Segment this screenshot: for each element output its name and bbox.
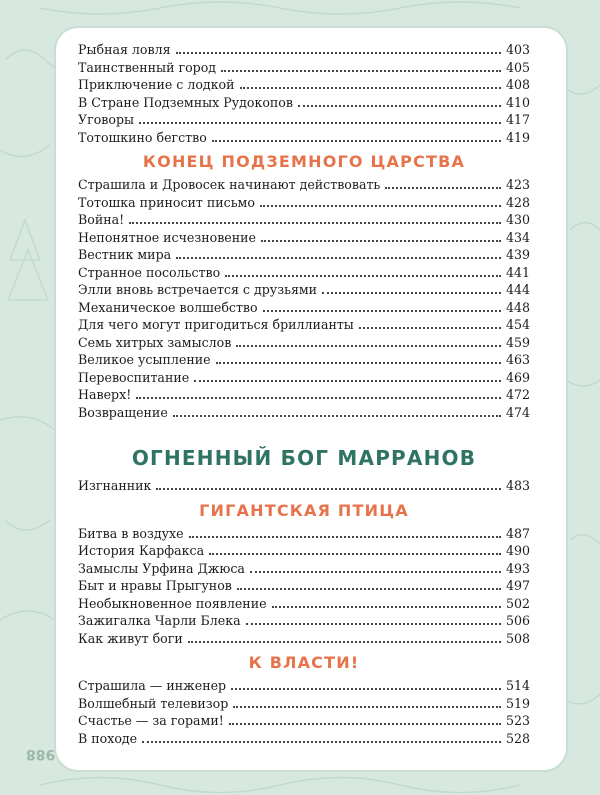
- section-heading-end-of-underground-kingdom: КОНЕЦ ПОДЗЕМНОГО ЦАРСТВА: [142, 152, 466, 171]
- page-number: 988: [26, 746, 56, 762]
- toc-entry: [78, 387, 530, 405]
- chapter-page-number: 459: [505, 334, 530, 350]
- toc-entry: [78, 561, 530, 579]
- chapter-page-number: 405: [505, 59, 530, 75]
- chapter-title: Замыслы Урфина Джюса: [78, 560, 245, 576]
- toc-entry: [78, 631, 530, 649]
- chapter-title: Счастье — за горами!: [78, 713, 224, 728]
- chapter-title: Возвращение: [78, 404, 168, 420]
- toc-entry: [78, 177, 530, 195]
- dot-leader: [261, 240, 501, 242]
- chapter-title: Механическое волшебство: [78, 299, 258, 315]
- dot-leader: [189, 536, 501, 538]
- chapter-title: Вестник мира: [78, 247, 172, 262]
- chapter-title: Тотошкино бегство: [78, 129, 207, 145]
- chapter-page-number: 469: [505, 369, 530, 385]
- chapter-title: В Стране Подземных Рудокопов: [78, 94, 293, 110]
- chapter-page-number: 493: [505, 560, 530, 576]
- toc-page: [56, 28, 566, 770]
- chapter-page-number: 423: [505, 177, 530, 192]
- toc-entry: [78, 370, 530, 388]
- dot-leader: [260, 205, 501, 207]
- chapter-page-number: 519: [505, 695, 530, 711]
- chapter-page-number: 497: [505, 578, 530, 593]
- toc-entry: [78, 42, 530, 60]
- chapter-title: Приключение с лодкой: [78, 77, 235, 92]
- chapter-page-number: 441: [505, 264, 530, 280]
- dot-leader: [385, 187, 501, 189]
- dot-leader: [225, 275, 501, 277]
- dot-leader: [142, 741, 501, 743]
- chapter-page-number: 474: [505, 404, 530, 420]
- chapter-page-number: 463: [505, 352, 530, 367]
- dot-leader: [136, 397, 501, 399]
- toc-entry: [78, 596, 530, 614]
- dot-leader: [216, 362, 501, 364]
- chapter-page-number: 502: [505, 595, 530, 611]
- chapter-title: Страшила и Дровосек начинают действовать: [78, 177, 381, 192]
- chapter-page-number: 472: [505, 387, 530, 402]
- toc-entry: [78, 247, 530, 265]
- chapter-page-number: 454: [505, 317, 530, 332]
- dot-leader: [359, 327, 501, 329]
- chapter-page-number: 434: [505, 229, 530, 245]
- dot-leader: [322, 292, 501, 294]
- dot-leader: [231, 688, 501, 690]
- dot-leader: [176, 257, 501, 259]
- toc-entry: [78, 300, 530, 318]
- dot-leader: [221, 70, 501, 72]
- chapter-title: Быт и нравы Прыгунов: [78, 578, 232, 593]
- chapter-title: Страшила — инженер: [78, 678, 227, 693]
- chapter-title: Непонятное исчезновение: [78, 229, 257, 245]
- chapter-title: Рыбная ловля: [78, 42, 171, 57]
- chapter-title: Таинственный город: [78, 59, 217, 75]
- toc-entry: [78, 60, 530, 78]
- chapter-title: В походе: [78, 730, 138, 746]
- dot-leader: [250, 571, 501, 573]
- dot-leader: [272, 606, 501, 608]
- chapter-title: Волшебный телевизор: [78, 695, 229, 711]
- dot-leader: [240, 87, 501, 89]
- toc-entry: [78, 578, 530, 596]
- toc-entry: [78, 265, 530, 283]
- chapter-page-number: 444: [505, 282, 530, 297]
- chapter-page-number: 419: [505, 129, 530, 145]
- dot-leader: [156, 488, 501, 490]
- chapter-page-number: 448: [505, 299, 530, 315]
- chapter-title: Изгнанник: [78, 478, 152, 493]
- chapter-title: Семь хитрых замыслов: [78, 334, 232, 350]
- toc-entry: [78, 282, 530, 300]
- toc-entry: [78, 613, 530, 631]
- dot-leader: [173, 415, 501, 417]
- book-fire-god-list: [78, 478, 530, 496]
- dot-leader: [129, 222, 501, 224]
- dot-leader: [176, 52, 501, 54]
- chapter-page-number: 506: [505, 613, 530, 628]
- toc-entry: [78, 352, 530, 370]
- chapter-page-number: 483: [505, 478, 530, 493]
- toc-entry: [78, 77, 530, 95]
- chapter-title: История Карфакса: [78, 543, 205, 558]
- toc-entry: [78, 95, 530, 113]
- dot-leader: [188, 641, 501, 643]
- chapter-title: Тотошка приносит письмо: [78, 194, 255, 210]
- dot-leader: [194, 380, 501, 382]
- dot-leader: [298, 105, 501, 107]
- chapter-page-number: 508: [505, 630, 530, 646]
- toc-entry: [78, 317, 530, 335]
- chapter-page-number: 523: [505, 713, 530, 728]
- chapter-page-number: 487: [505, 525, 530, 541]
- book-title-fire-god-of-marrans: ОГНЕННЫЙ БОГ МАРРАНОВ: [131, 446, 477, 470]
- toc-entry: [78, 696, 530, 714]
- toc-entry: [78, 526, 530, 544]
- chapter-page-number: 528: [505, 730, 530, 746]
- chapter-title: Наверх!: [78, 387, 132, 402]
- chapter-title: Для чего могут пригодиться бриллианты: [78, 317, 354, 332]
- table-of-contents: [78, 42, 530, 748]
- section-to-power-list: [78, 678, 530, 748]
- section-end-of-underground-kingdom-list: [78, 177, 530, 422]
- toc-entry: [78, 678, 530, 696]
- toc-entry: [78, 335, 530, 353]
- chapter-page-number: 408: [505, 77, 530, 92]
- toc-entry: [78, 543, 530, 561]
- chapter-page-number: 514: [505, 678, 530, 693]
- chapter-page-number: 403: [505, 42, 530, 57]
- toc-entry: [78, 731, 530, 749]
- dot-leader: [209, 553, 501, 555]
- dot-leader: [233, 706, 501, 708]
- toc-entry: [78, 478, 530, 496]
- chapter-page-number: 439: [505, 247, 530, 262]
- chapter-title: Странное посольство: [78, 264, 221, 280]
- section-heading-giant-bird: ГИГАНТСКАЯ ПТИЦА: [199, 500, 409, 520]
- chapter-page-number: 417: [505, 112, 530, 127]
- toc-entry: [78, 212, 530, 230]
- chapter-title: Перевоспитание: [78, 369, 190, 385]
- chapter-title: Зажигалка Чарли Блека: [78, 613, 241, 628]
- section-heading-to-power: К ВЛАСТИ!: [248, 653, 360, 672]
- chapter-title: Необыкновенное появление: [78, 595, 267, 611]
- dot-leader: [236, 345, 501, 347]
- toc-entry: [78, 195, 530, 213]
- toc-entry: [78, 405, 530, 423]
- chapter-title: Война!: [78, 212, 125, 227]
- chapter-title: Битва в воздухе: [78, 525, 184, 541]
- chapter-page-number: 410: [505, 94, 530, 110]
- dot-leader: [229, 723, 501, 725]
- toc-entry: [78, 230, 530, 248]
- chapter-title: Великое усыпление: [78, 352, 211, 367]
- chapter-title: Уговоры: [78, 112, 135, 127]
- section-continued: [78, 42, 530, 147]
- dot-leader: [263, 310, 501, 312]
- toc-entry: [78, 112, 530, 130]
- chapter-page-number: 430: [505, 212, 530, 227]
- chapter-page-number: 490: [505, 543, 530, 558]
- toc-entry: [78, 713, 530, 731]
- dot-leader: [237, 588, 501, 590]
- toc-entry: [78, 130, 530, 148]
- chapter-title: Как живут боги: [78, 630, 183, 646]
- section-giant-bird-list: [78, 526, 530, 649]
- dot-leader: [212, 140, 501, 142]
- dot-leader: [246, 623, 501, 625]
- chapter-title: Элли вновь встречается с друзьями: [78, 282, 318, 297]
- chapter-page-number: 428: [505, 194, 530, 210]
- dot-leader: [139, 122, 501, 124]
